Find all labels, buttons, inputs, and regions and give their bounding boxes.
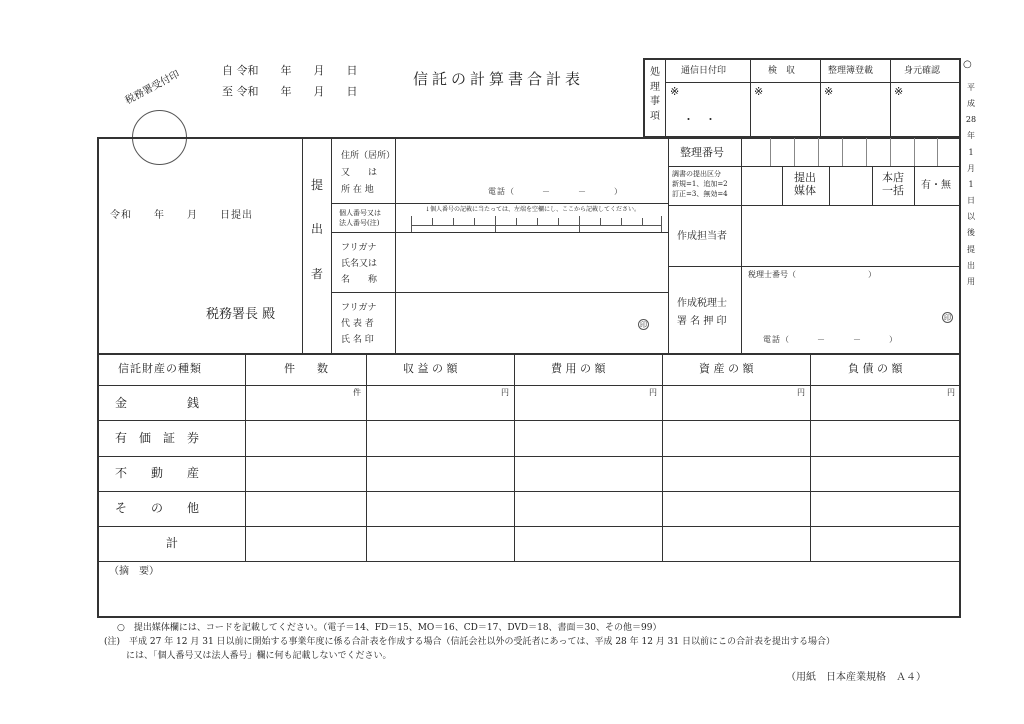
col-header-count: 件 数 bbox=[284, 362, 328, 375]
mark-2: ※ bbox=[754, 85, 764, 98]
stamp-label: 税務署受付印 bbox=[123, 68, 182, 107]
form-title: 信託の計算書合計表 bbox=[413, 70, 585, 88]
row-label-real-estate: 不 動 産 bbox=[115, 466, 200, 480]
id-number-note: ↓個人番号の記載に当たっては、左端を空欄にし、ここから記載してください。 bbox=[425, 206, 641, 213]
period-from: 自 令和 年 月 日 bbox=[222, 64, 358, 77]
date-dots: ・ ・ bbox=[683, 113, 716, 126]
submission-class-label: 調書の提出区分 新規=1、追加=2 訂正=3、無効=4 bbox=[672, 170, 728, 199]
preparer-label: 作成担当者 bbox=[677, 231, 727, 242]
unit-liabilities: 円 bbox=[947, 388, 955, 397]
tax-accountant-label: 作成税理士 署 名 押 印 bbox=[677, 298, 727, 327]
submitter-phone: 電話（ － － ） bbox=[488, 187, 623, 196]
tax-accountant-phone: 電話（ － － ） bbox=[763, 335, 898, 344]
tax-accountant-seal-mark: 印 bbox=[944, 314, 951, 322]
note-1: (注) 平成 27 年 12 月 31 日以前に開始する事業年度に係る合計表を作成する場合（信託会社以外の受託者にあっては、平成 28 年 12 月 31 日以前にこの合計表を提出する場合） bbox=[104, 637, 835, 647]
paper-spec: （用紙 日本産業規格 Ａ４） bbox=[786, 672, 926, 683]
row-label-securities: 有 価 証 券 bbox=[115, 431, 200, 445]
processing-col-identity: 身元確認 bbox=[904, 66, 941, 76]
submitter-label: 提 出 者 bbox=[310, 178, 323, 281]
unit-income: 円 bbox=[501, 388, 509, 397]
col-header-assets: 資 産 の 額 bbox=[699, 362, 754, 375]
row-label-other: そ の 他 bbox=[115, 501, 200, 515]
tax-office-addressee: 税務署長 殿 bbox=[206, 307, 276, 322]
period-to: 至 令和 年 月 日 bbox=[222, 85, 358, 98]
side-circle-mark: ○ bbox=[963, 59, 972, 70]
col-header-income: 収 益 の 額 bbox=[403, 362, 458, 375]
col-header-expense: 費 用 の 額 bbox=[551, 362, 606, 375]
processing-col-register: 整理簿登載 bbox=[828, 66, 874, 76]
processing-col-inspection: 検 収 bbox=[768, 66, 796, 76]
address-label: 住所（居所） 又 は 所 在 地 bbox=[341, 151, 396, 196]
row-label-total: 計 bbox=[166, 536, 179, 550]
yes-no-option: 有・無 bbox=[921, 180, 951, 191]
side-note: 平 成 28 年 1 月 1 日 以 後 提 出 用 bbox=[965, 83, 977, 286]
unit-count: 件 bbox=[353, 388, 361, 397]
representative-label: フリガナ 代 表 者 氏 名 印 bbox=[341, 303, 377, 345]
col-header-liabilities: 負 債 の 額 bbox=[848, 362, 903, 375]
processing-col-date-stamp: 通信日付印 bbox=[681, 66, 727, 76]
mark-4: ※ bbox=[894, 85, 904, 98]
processing-label: 処 理 事 項 bbox=[650, 67, 660, 122]
mark-1: ※ bbox=[670, 85, 680, 98]
submission-date: 令和 年 月 日提出 bbox=[110, 210, 253, 221]
tax-accountant-number: 税理士番号（ ） bbox=[748, 270, 876, 279]
representative-seal-mark: 印 bbox=[640, 321, 647, 329]
row-label-cash: 金 銭 bbox=[115, 396, 200, 410]
seiri-bango-label: 整理番号 bbox=[680, 146, 724, 159]
media-code-note: ○ 提出媒体欄には、コードを記載してください。（電子＝14、FD＝15、MO＝16、CD＝17、DVD＝18、書面＝30、その他＝99） bbox=[117, 623, 662, 633]
remarks-label: （摘 要） bbox=[109, 566, 159, 577]
unit-assets: 円 bbox=[797, 388, 805, 397]
mark-3: ※ bbox=[824, 85, 834, 98]
media-label: 提出 媒体 bbox=[794, 171, 816, 198]
unit-expense: 円 bbox=[649, 388, 657, 397]
id-number-label: 個人番号又は 法人番号(注) bbox=[339, 209, 381, 228]
name-label: フリガナ 氏名又は 名 称 bbox=[341, 243, 378, 285]
col-header-type: 信託財産の種類 bbox=[118, 362, 202, 375]
note-2: には、「個人番号又は法人番号」欄に何も記載しないでください。 bbox=[126, 651, 392, 661]
honten-label: 本店 一括 bbox=[882, 171, 904, 198]
